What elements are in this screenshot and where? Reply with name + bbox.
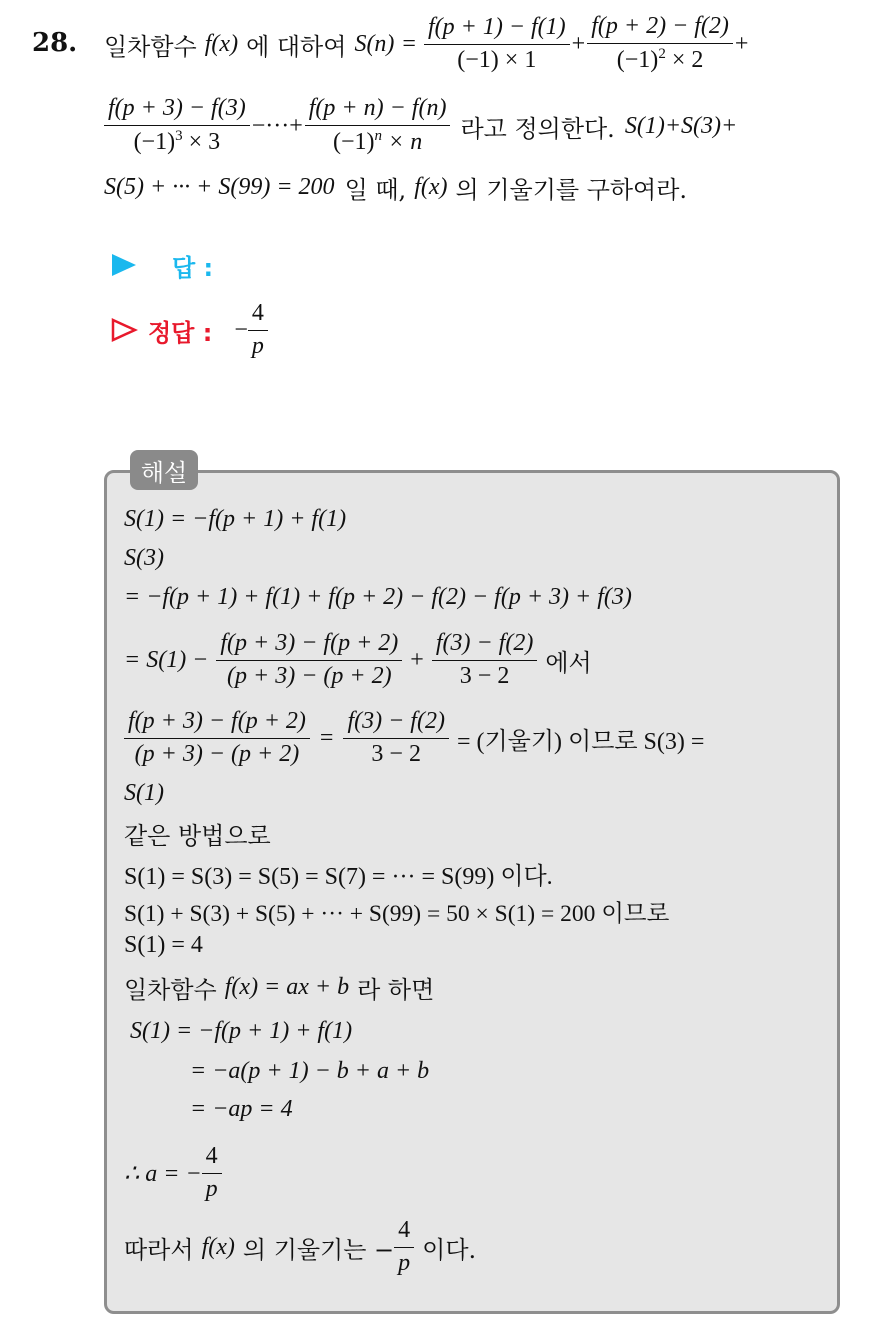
correct-answer-row xyxy=(110,296,268,364)
fraction: $\frac{4}{p}$ xyxy=(202,1143,222,1203)
fraction: $\frac{f(p + 3) - f(3)}{(-1)^3 \times 3}$ xyxy=(104,95,250,156)
question-line-1: 일차함수 f(x) 에 대하여 S(n) = $\frac{f(p + 1) - f(1)}{(-1) \times 1}$ + $\frac{f(p + 2) - f(2)}{(-1)^2 \times 2}$ + xyxy=(104,13,749,73)
answer-blank-row xyxy=(110,248,213,282)
outline-arrow-icon xyxy=(110,316,138,344)
solution-line: S(1) + S(3) + S(5) + ··· + S(99) = 50 × S(1) = 200 이므로 xyxy=(124,901,670,927)
question-text: 에 대하여 xyxy=(246,32,347,61)
fraction: $\frac{f(p + 1) - f(1)}{(-1) \times 1}$ xyxy=(424,14,570,74)
question-text: 일차함수 xyxy=(104,32,197,61)
question-text: 일 때, xyxy=(344,175,407,204)
solution-line: = −ap = 4 xyxy=(190,1096,293,1122)
solution-title: 해설 xyxy=(130,450,198,490)
question-line-2: $\frac{f(p + 3) - f(3)}{(-1)^3 \times 3}$ −···+ $\frac{f(p + n) - f(n)}{(-1)^n \times n}$ 라고 정의한다. S(1)+S(3)+ xyxy=(104,90,737,162)
question-number: 28. xyxy=(32,28,78,58)
question-text: 라고 정의한다. xyxy=(460,114,615,143)
solution-line: S(1) = S(3) = S(5) = S(7) = ··· = S(99) 이다. xyxy=(124,864,553,890)
solution-line: S(1) xyxy=(124,780,164,806)
question-line-3 xyxy=(104,170,687,204)
fraction: $\frac{4}{p}$ xyxy=(394,1217,414,1277)
answer-sign: − xyxy=(234,316,248,343)
fraction: $\frac{f(p + n) - f(n)}{(-1)^n \times n}$ xyxy=(305,95,451,156)
solution-line: S(1) = −f(p + 1) + f(1) xyxy=(124,506,347,532)
solution-line: = S(1) − $\frac{f(p + 3) - f(p + 2)}{(p + 3) - (p + 2)}$ + $\frac{f(3) - f(2)}{3 - 2}$ 에서 xyxy=(124,629,592,689)
fx-math: f(x) xyxy=(204,30,239,57)
answer-label: 답 : xyxy=(172,253,214,282)
solution-line: S(3) xyxy=(124,545,164,571)
solution-line: S(1) = −f(p + 1) + f(1) xyxy=(130,1018,353,1044)
solution-line: S(1) = 4 xyxy=(124,932,203,958)
solution-line: $\frac{f(p + 3) - f(p + 2)}{(p + 3) - (p + 2)}$ = $\frac{f(3) - f(2)}{3 - 2}$ = (기울기) 이므로 S(3) = xyxy=(124,702,704,774)
fraction: $\frac{f(3) - f(2)}{3 - 2}$ xyxy=(343,708,449,768)
question-math: S(5) + ··· + S(99) = 200 xyxy=(104,173,335,200)
question-math: S(1)+S(3)+ xyxy=(624,112,738,139)
fraction: $\frac{f(p + 2) - f(2)}{(-1)^2 \times 2}$ xyxy=(587,13,733,74)
solution-line: = −a(p + 1) − b + a + b xyxy=(190,1058,430,1084)
sn-math: S(n) xyxy=(354,30,395,57)
solution-line: 따라서 f(x) 의 기울기는 − $\frac{4}{p}$ 이다. xyxy=(124,1216,477,1276)
play-arrow-icon xyxy=(110,251,138,279)
fraction: $\frac{f(p + 3) - f(p + 2)}{(p + 3) - (p + 2)}$ xyxy=(124,708,310,768)
question-text: 의 기울기를 구하여라. xyxy=(455,175,688,204)
correct-answer-label: 정답 : xyxy=(148,318,213,347)
solution-line: 일차함수 f(x) = ax + b 라 하면 xyxy=(124,974,435,1004)
solution-line: 같은 방법으로 xyxy=(124,822,271,850)
fraction: $\frac{f(p + 3) - f(p + 2)}{(p + 3) - (p + 2)}$ xyxy=(216,630,402,690)
fraction: $\frac{f(3) - f(2)}{3 - 2}$ xyxy=(432,630,538,690)
answer-fraction: $\frac{4}{p}$ xyxy=(248,300,268,360)
solution-line: ∴ a = − $\frac{4}{p}$ xyxy=(124,1138,222,1208)
solution-line: = −f(p + 1) + f(1) + f(p + 2) − f(2) − f(p + 3) + f(3) xyxy=(124,584,632,610)
fx-math: f(x) xyxy=(414,173,448,200)
